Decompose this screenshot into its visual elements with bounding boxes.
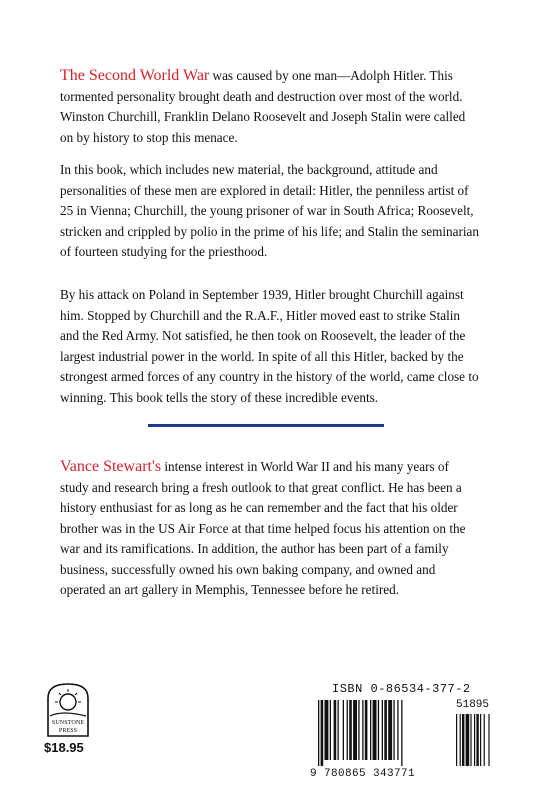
- ean-bars: [318, 700, 403, 766]
- barcode: [310, 682, 500, 782]
- author-paragraph: [60, 457, 480, 601]
- intro-body-text: was caused by one man—Adolph Hitler. This tormented personality brought death and destruction over most of the world. Winston Churchill, Franklin Delano Roosevelt and Joseph Stalin were called on by history to stop this menace.: [60, 68, 466, 145]
- intro-paragraph: [60, 66, 480, 148]
- logo-top-text: SUNSTONE: [51, 719, 85, 726]
- sunstone-press-logo: [42, 680, 94, 738]
- author-body-text: intense interest in World War II and his many years of study and research bring a fresh outlook to that great conflict. He has been a history enthusiast for as long as he can remember and the fact that his older brother was in the US Air Force at that time helped focus his attention on the war and its ramifications. In addition, the author has been part of a family business, successfully owned his own baking company, and owned and operated an art gallery in Memphis, Tennessee before he retired.: [60, 459, 466, 597]
- addon-number: 51895: [456, 699, 490, 711]
- barcode-bars: [310, 698, 500, 768]
- background-body-text: In this book, which includes new material, the background, attitude and personalities of these men are explored in detail: Hitler, the penniless artist of 25 in Vienna; Churchill, the young prisoner of war in South Africa; Roosevelt, stricken and crippled by polio in the prime of his life; and Stalin the seminarian of fourteen studying for the priesthood.: [60, 162, 479, 259]
- author-lead-text: Vance Stewart's: [60, 458, 162, 475]
- events-paragraph: [60, 285, 480, 408]
- isbn-label: ISBN 0-86534-377-2: [332, 682, 471, 696]
- price: $18.95: [44, 740, 84, 755]
- events-body-text: By his attack on Poland in September 1939, Hitler brought Churchill against him. Stopped by Churchill and the R.A.F., Hitler moved east to strike Stalin and the Red Army. Not satisfied, he then took on Roosevelt, the leader of the largest industrial power in the world. In spite of all this Hitler, backed by the strongest armed forces of any country in the history of the world, came close to winning. This book tells the story of these incredible events.: [60, 287, 479, 405]
- divider-rule: [148, 424, 384, 427]
- ean-number: 9 780865 343771: [310, 768, 416, 780]
- addon-bars: [456, 714, 490, 766]
- logo-bottom-text: PRESS: [58, 727, 78, 734]
- background-paragraph: [60, 160, 480, 263]
- intro-lead-text: The Second World War: [60, 67, 210, 84]
